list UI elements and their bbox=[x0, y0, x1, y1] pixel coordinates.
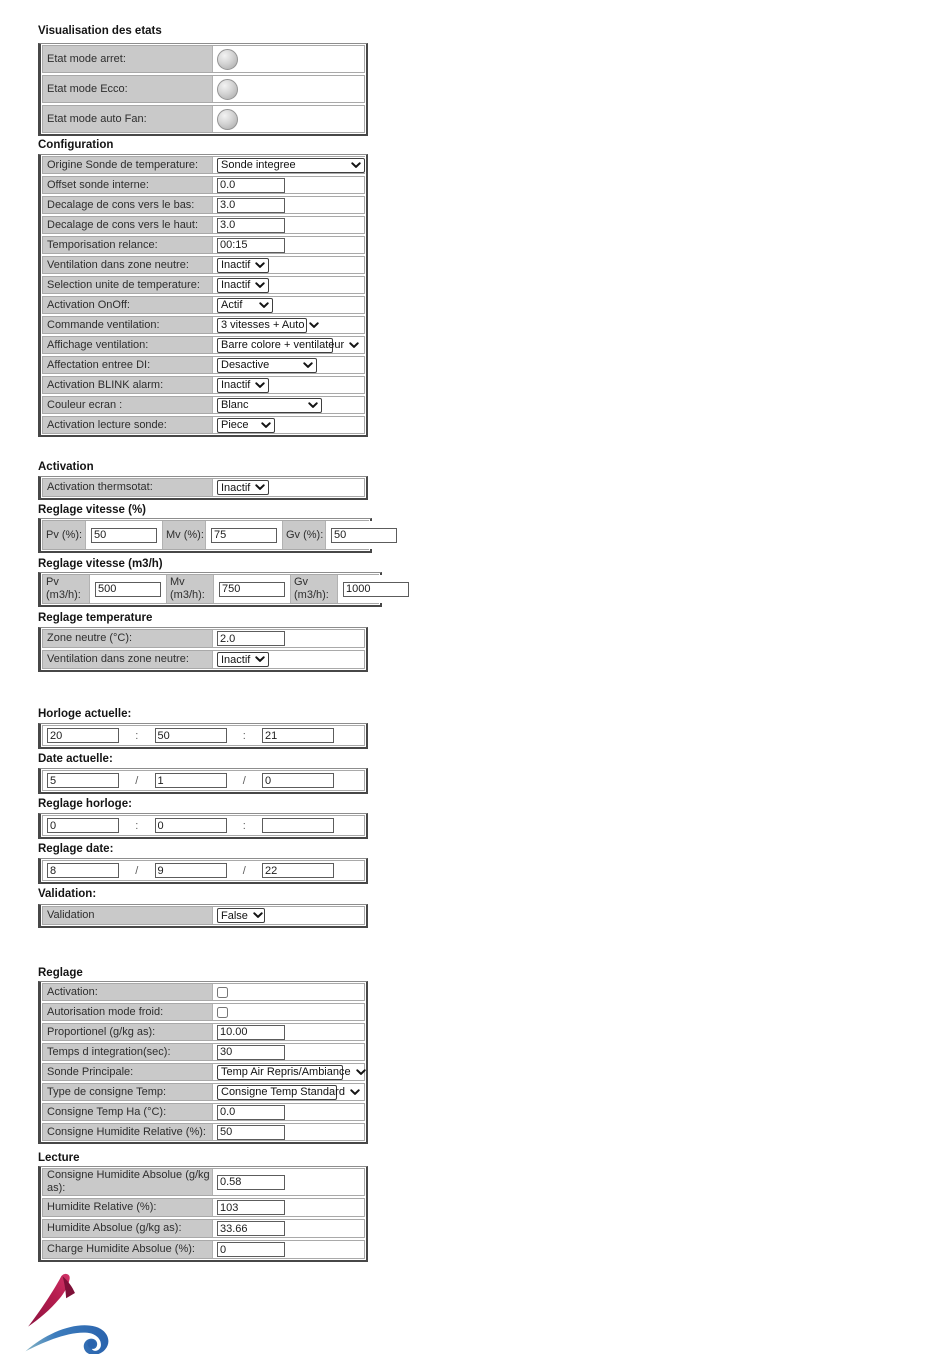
select-value: Desactive bbox=[221, 359, 270, 371]
row-label: Consigne Humidite Absolue (g/kg as): bbox=[43, 1169, 213, 1195]
select-value: Inactif bbox=[221, 259, 251, 271]
input-consigne-temp-ha[interactable] bbox=[217, 1105, 285, 1120]
select-validation[interactable] bbox=[217, 908, 265, 923]
section-title-lecture: Lecture bbox=[38, 1152, 80, 1164]
select-value: Inactif bbox=[221, 481, 251, 494]
table-etats bbox=[38, 43, 368, 136]
brand-logo-icon bbox=[22, 1270, 112, 1354]
table-row bbox=[42, 416, 365, 434]
time-separator: : bbox=[135, 819, 139, 832]
input-annee[interactable] bbox=[262, 773, 334, 788]
chevron-down-icon bbox=[309, 322, 319, 329]
chevron-down-icon bbox=[255, 282, 265, 289]
table-lecture bbox=[38, 1166, 368, 1262]
select-value: Piece bbox=[221, 419, 249, 431]
row-label: Couleur ecran : bbox=[43, 397, 213, 413]
table-row bbox=[42, 725, 365, 746]
time-separator: : bbox=[242, 729, 246, 742]
table-row bbox=[42, 216, 365, 234]
table-row bbox=[42, 75, 365, 103]
row-label: Type de consigne Temp: bbox=[43, 1084, 213, 1100]
table-row bbox=[42, 105, 365, 133]
input-jour[interactable] bbox=[47, 773, 119, 788]
chevron-down-icon bbox=[261, 422, 271, 429]
section-title-etats: Visualisation des etats bbox=[38, 25, 162, 37]
select-lecture-sonde[interactable] bbox=[217, 418, 275, 433]
row-label: Autorisation mode froid: bbox=[43, 1004, 213, 1020]
table-row bbox=[42, 1043, 365, 1061]
input-reglage-annee[interactable] bbox=[262, 863, 334, 878]
date-separator: / bbox=[135, 774, 139, 787]
chevron-down-icon bbox=[351, 162, 361, 169]
select-value: 3 vitesses + Auto bbox=[221, 319, 305, 331]
chevron-down-icon bbox=[259, 302, 269, 309]
table-row bbox=[42, 1168, 365, 1196]
table-vitesse-m3h bbox=[38, 572, 382, 607]
row-label: Activation lecture sonde: bbox=[43, 417, 213, 433]
table-row bbox=[42, 1023, 365, 1041]
table-row bbox=[42, 1083, 365, 1101]
input-zone-neutre[interactable] bbox=[217, 631, 285, 646]
table-config bbox=[38, 154, 368, 437]
chevron-down-icon bbox=[303, 362, 313, 369]
select-origine-sonde[interactable] bbox=[217, 158, 365, 173]
select-value: Temp Air Repris/Ambiance bbox=[221, 1066, 351, 1078]
section-title-reglage-humidite: Reglage bbox=[38, 967, 83, 979]
input-decalage-bas[interactable] bbox=[217, 198, 285, 213]
select-value: False bbox=[221, 909, 248, 922]
chevron-down-icon bbox=[350, 1089, 360, 1096]
input-mv-pct[interactable] bbox=[211, 528, 277, 543]
row-label: Zone neutre (°C): bbox=[43, 630, 213, 647]
row-label: Ventilation dans zone neutre: bbox=[43, 651, 213, 668]
table-row bbox=[42, 196, 365, 214]
input-pv-pct[interactable] bbox=[91, 528, 157, 543]
checkbox-activation[interactable] bbox=[217, 987, 228, 998]
select-activation-onoff[interactable] bbox=[217, 298, 273, 313]
status-led-icon bbox=[217, 79, 238, 100]
section-title-temperature: Reglage temperature bbox=[38, 612, 153, 624]
table-row bbox=[42, 256, 365, 274]
select-commande-ventilation[interactable] bbox=[217, 318, 307, 333]
date-separator: / bbox=[242, 864, 246, 877]
section-title-activation: Activation bbox=[38, 461, 94, 473]
row-label: Etat mode auto Fan: bbox=[43, 106, 213, 132]
input-temps-integration[interactable] bbox=[217, 1045, 285, 1060]
row-label: Activation: bbox=[43, 984, 213, 1000]
table-row bbox=[42, 1123, 365, 1141]
table-row bbox=[42, 478, 365, 497]
input-gv-m3h[interactable] bbox=[343, 582, 409, 597]
chevron-down-icon bbox=[356, 1069, 366, 1076]
table-row bbox=[42, 815, 365, 836]
table-row bbox=[42, 860, 365, 881]
input-mois[interactable] bbox=[155, 773, 227, 788]
chevron-down-icon bbox=[349, 342, 359, 349]
select-value: Blanc bbox=[221, 399, 249, 411]
table-activation bbox=[38, 476, 368, 500]
brand-logo bbox=[22, 1270, 112, 1354]
table-row bbox=[42, 316, 365, 334]
input-seconde[interactable] bbox=[262, 728, 334, 743]
table-row bbox=[42, 1240, 365, 1259]
input-reglage-heure[interactable] bbox=[47, 818, 119, 833]
table-row bbox=[42, 276, 365, 294]
table-row bbox=[42, 1103, 365, 1121]
input-humidite-relative[interactable] bbox=[217, 1200, 285, 1215]
table-temperature bbox=[38, 627, 368, 672]
input-decalage-haut[interactable] bbox=[217, 218, 285, 233]
table-row bbox=[42, 1219, 365, 1238]
table-reglage-humidite bbox=[38, 981, 368, 1144]
row-label: Etat mode arret: bbox=[43, 46, 213, 72]
select-ventilation-zone-neutre[interactable] bbox=[217, 258, 269, 273]
select-value: Inactif bbox=[221, 279, 251, 291]
select-couleur-ecran[interactable] bbox=[217, 398, 322, 413]
cell-label: Mv (%): bbox=[163, 521, 206, 549]
row-label: Validation bbox=[43, 907, 213, 924]
cell-label: Gv (m3/h): bbox=[291, 575, 338, 603]
input-heure[interactable] bbox=[47, 728, 119, 743]
select-value: Consigne Temp Standard bbox=[221, 1086, 345, 1098]
chevron-down-icon bbox=[255, 656, 265, 663]
time-separator: : bbox=[135, 729, 139, 742]
table-row bbox=[42, 336, 365, 354]
chevron-down-icon bbox=[255, 382, 265, 389]
input-proportionel[interactable] bbox=[217, 1025, 285, 1040]
row-label: Affichage ventilation: bbox=[43, 337, 213, 353]
row-label: Affectation entree DI: bbox=[43, 357, 213, 373]
table-horloge-actuelle bbox=[38, 723, 368, 749]
table-reglage-horloge bbox=[38, 813, 368, 839]
table-row bbox=[42, 906, 365, 925]
table-row bbox=[42, 520, 369, 550]
input-offset-sonde[interactable] bbox=[217, 178, 285, 193]
row-label: Offset sonde interne: bbox=[43, 177, 213, 193]
select-value: Sonde integree bbox=[221, 159, 296, 171]
select-unite-temperature[interactable] bbox=[217, 278, 269, 293]
cell-label: Pv (%): bbox=[43, 521, 86, 549]
row-label: Consigne Temp Ha (°C): bbox=[43, 1104, 213, 1120]
table-row bbox=[42, 650, 365, 669]
table-reglage-date bbox=[38, 858, 368, 884]
table-validation bbox=[38, 904, 368, 928]
select-ventilation-zone-neutre-2[interactable] bbox=[217, 652, 269, 667]
chevron-down-icon bbox=[255, 262, 265, 269]
input-pv-m3h[interactable] bbox=[95, 582, 161, 597]
table-row bbox=[42, 296, 365, 314]
status-led-icon bbox=[217, 109, 238, 130]
select-type-consigne[interactable] bbox=[217, 1085, 345, 1100]
select-value: Inactif bbox=[221, 653, 251, 666]
checkbox-mode-froid[interactable] bbox=[217, 1007, 228, 1018]
row-label: Sonde Principale: bbox=[43, 1064, 213, 1080]
row-label: Decalage de cons vers le haut: bbox=[43, 217, 213, 233]
select-value: Actif bbox=[221, 299, 243, 311]
table-row bbox=[42, 356, 365, 374]
status-led-icon bbox=[217, 49, 238, 70]
date-separator: / bbox=[242, 774, 246, 787]
row-label: Activation thermsotat: bbox=[43, 479, 213, 496]
section-title-reglage-date: Reglage date: bbox=[38, 843, 114, 855]
input-temporisation[interactable] bbox=[217, 238, 285, 253]
select-blink-alarm[interactable] bbox=[217, 378, 269, 393]
input-humidite-absolue[interactable] bbox=[217, 1221, 285, 1236]
section-title-config: Configuration bbox=[38, 139, 114, 151]
row-label: Temporisation relance: bbox=[43, 237, 213, 253]
table-row bbox=[42, 45, 365, 73]
row-label: Humidite Relative (%): bbox=[43, 1199, 213, 1216]
table-row bbox=[42, 1003, 365, 1021]
select-value: Barre colore + ventilateur bbox=[221, 339, 345, 351]
row-label: Ventilation dans zone neutre: bbox=[43, 257, 213, 273]
input-consigne-humidite-absolue[interactable] bbox=[217, 1175, 285, 1190]
section-title-horloge-actuelle: Horloge actuelle: bbox=[38, 708, 132, 720]
select-activation-thermostat[interactable] bbox=[217, 480, 269, 495]
row-label: Humidite Absolue (g/kg as): bbox=[43, 1220, 213, 1237]
cell-label: Mv (m3/h): bbox=[167, 575, 214, 603]
row-label: Temps d integration(sec): bbox=[43, 1044, 213, 1060]
select-affectation-entree-di[interactable] bbox=[217, 358, 317, 373]
table-row bbox=[42, 376, 365, 394]
section-title-date-actuelle: Date actuelle: bbox=[38, 753, 113, 765]
chevron-down-icon bbox=[308, 402, 318, 409]
table-vitesse-pct bbox=[38, 518, 372, 553]
row-label: Consigne Humidite Relative (%): bbox=[43, 1124, 213, 1140]
section-title-vitesse-m3h: Reglage vitesse (m3/h) bbox=[38, 558, 163, 570]
table-row bbox=[42, 770, 365, 791]
row-label: Decalage de cons vers le bas: bbox=[43, 197, 213, 213]
section-title-vitesse-pct: Reglage vitesse (%) bbox=[38, 504, 147, 516]
cell-label: Pv (m3/h): bbox=[43, 575, 90, 603]
table-row bbox=[42, 396, 365, 414]
input-mv-m3h[interactable] bbox=[219, 582, 285, 597]
input-reglage-seconde[interactable] bbox=[262, 818, 334, 833]
input-consigne-humidite-relative[interactable] bbox=[217, 1125, 285, 1140]
cell-label: Gv (%): bbox=[283, 521, 326, 549]
table-row bbox=[42, 236, 365, 254]
chevron-down-icon bbox=[255, 484, 265, 491]
input-reglage-mois[interactable] bbox=[155, 863, 227, 878]
date-separator: / bbox=[135, 864, 139, 877]
table-row bbox=[42, 1198, 365, 1217]
select-affichage-ventilation[interactable] bbox=[217, 338, 345, 353]
section-title-validation: Validation: bbox=[38, 888, 97, 900]
table-row bbox=[42, 983, 365, 1001]
input-reglage-jour[interactable] bbox=[47, 863, 119, 878]
time-separator: : bbox=[242, 819, 246, 832]
row-label: Origine Sonde de temperature: bbox=[43, 157, 213, 173]
select-sonde-principale[interactable] bbox=[217, 1065, 351, 1080]
table-row bbox=[42, 574, 379, 604]
row-label: Etat mode Ecco: bbox=[43, 76, 213, 102]
table-row bbox=[42, 629, 365, 648]
row-label: Commande ventilation: bbox=[43, 317, 213, 333]
section-title-reglage-horloge: Reglage horloge: bbox=[38, 798, 132, 810]
table-row bbox=[42, 176, 365, 194]
table-row bbox=[42, 1063, 365, 1081]
row-label: Selection unite de temperature: bbox=[43, 277, 213, 293]
table-date-actuelle bbox=[38, 768, 368, 794]
row-label: Proportionel (g/kg as): bbox=[43, 1024, 213, 1040]
chevron-down-icon bbox=[253, 912, 263, 919]
select-value: Inactif bbox=[221, 379, 251, 391]
row-label: Activation OnOff: bbox=[43, 297, 213, 313]
input-reglage-minute[interactable] bbox=[155, 818, 227, 833]
input-minute[interactable] bbox=[155, 728, 227, 743]
table-row bbox=[42, 156, 365, 174]
input-charge-humidite-absolue[interactable] bbox=[217, 1242, 285, 1257]
row-label: Activation BLINK alarm: bbox=[43, 377, 213, 393]
input-gv-pct[interactable] bbox=[331, 528, 397, 543]
row-label: Charge Humidite Absolue (%): bbox=[43, 1241, 213, 1258]
